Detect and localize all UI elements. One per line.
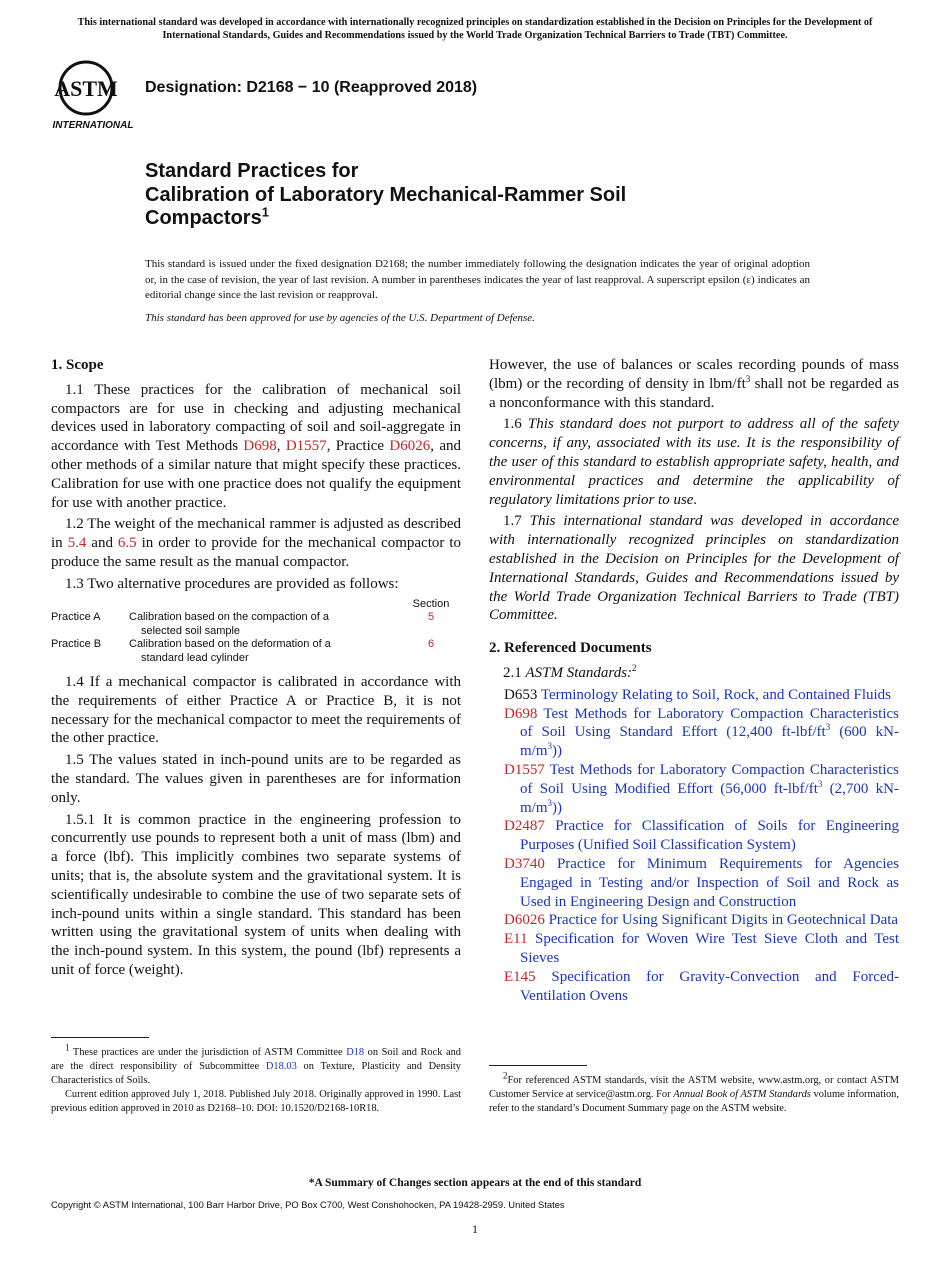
dod-approval-note: This standard has been approved for use by agencies of the U.S. Department of Defense. [145,312,535,324]
link-d698-title[interactable]: Test Methods for Laboratory Compaction Characteristics of Soil Using Standard Effort (12,400 $ft-lbf/ft^3$ (600 $kN-m/m^3$)) [520,705,899,760]
reference-e11 [489,930,899,968]
edition-note: Current edition approved July 1, 2018. Published July 2018. Originally approved in 1990. Last previous edition approved in 2010 as D2168–10. DOI: 10.1520/D2168-10R18. [51,1089,461,1114]
link-d1557-title[interactable]: Test Methods for Laboratory Compaction Characteristics of Soil Using Modified Effort (56,000 $ft-lbf/ft^3$ (2,700 $kN-m/m^3$)) [520,761,899,816]
scope-heading: 1. Scope [51,357,104,373]
para-1-4: 1.4 If a mechanical compactor is calibrated in accordance with the requirements of either Practice A or Practice B, it is not necessary for the mechanical compactor to meet the requirements of the other practice. [51,674,461,747]
footnote-divider [51,1037,149,1038]
link-e145-ref[interactable]: E145 [504,968,536,985]
para-1-5-1-continued: However, the use of balances or scales recording pounds of mass (lbm) or the recording of density in lbm/$ft^3$ shall not be regarded as a nonconformance with this standard. [489,357,899,411]
designation-note: This standard is issued under the fixed designation D2168; the number immediately following the designation indicates the year of original adoption or, in the case of revision, the year of last revision. A number in parentheses indicates the year of last reapproval. A superscript epsilon (ε) indicates an editorial change since the last revision or reapproval. [145,258,810,301]
footnote-1: $^1$ These practices are under the jurisdiction of ASTM Committee D18 on Soil and Rock and are the direct responsibility of Subcommittee D18.03 on Texture, Plasticity and Density Characteristics of Soils. Current edition approved July 1, 2018. Published July 2018. Originally approved in 1990. Last previous edition approved in 2010 as D2168–10. DOI: 10.1520/D2168-10R18. [51,1042,461,1114]
link-d1557[interactable]: D1557 [285,438,327,455]
link-committee-d18[interactable]: D18 [346,1047,365,1058]
table-header-section: Section [412,597,450,610]
para-1-5-1: 1.5.1 It is common practice in the engineering profession to concurrently use pounds to represent both a unit of mass (lbm) and a force (lbf). This implicitly combines two separate systems of units; that is, the absolute system and the gravitational system. It is scientifically undesirable to combine the use of two separate sets of inch-pound units within a single standard. This standard has been written using the gravitational system of units when dealing with the inch-pound system. In this system, the pound (lbf) represents a unit of force (weight). [51,811,461,979]
link-d6026-ref[interactable]: D6026 [504,912,545,929]
designation: Designation: D2168 − 10 (Reapproved 2018) [145,79,478,96]
link-section-6[interactable]: 6 [427,638,435,651]
para-1-7: 1.7 This international standard was developed in accordance with internationally recognized principles on standardization established in the Decision on Principles for the Development of International Standards, Guides and Recommendations issued by the World Trade Organization Technical Barriers to Trade (TBT) Committee. [489,513,900,624]
para-1-3: 1.3 Two alternative procedures are provided as follows: [65,575,399,592]
practice-table [51,598,461,666]
page-number: 1 [472,1222,478,1236]
title-line-3: Compactors [145,207,262,229]
reference-d6026 [489,911,899,930]
link-section-5[interactable]: 5 [427,611,435,624]
reference-d653: D653 Terminology Relating to Soil, Rock, and Contained Fluids [504,686,892,703]
copyright: Copyright © ASTM International, 100 Barr Harbor Drive, PO Box C700, West Conshohocken, PA 19428-2959. United States [51,1199,565,1210]
svg-text:ASTM: ASTM [54,76,118,101]
para-1-6: 1.6 This standard does not purport to address all of the safety concerns, if any, associated with its use. It is the responsibility of the user of this standard to establish appropriate safety, health, and environmental practices and determine the applicability of regulatory limitations prior to use. [489,416,900,508]
right-column [489,356,899,1005]
link-section-6-5[interactable]: 6.5 [117,535,137,552]
table-row: Practice B Calibration based on the deformation of a standard lead cylinder 6 [51,638,461,665]
reference-d698 [489,705,899,761]
title-line-1: Standard Practices for [145,160,359,182]
table-row: Practice A Calibration based on the compaction of a selected soil sample 5 [51,611,461,638]
link-d6026-title[interactable]: Practice for Using Significant Digits in Geotechnical Data [548,912,899,929]
svg-text:INTERNATIONAL: INTERNATIONAL [52,120,134,131]
link-e11-title[interactable]: Specification for Woven Wire Test Sieve Cloth and Test Sieves [520,931,899,966]
link-section-5-4[interactable]: 5.4 [67,535,87,552]
link-d6026[interactable]: D6026 [389,438,431,455]
link-d3740-title[interactable]: Practice for Minimum Requirements for Agencies Engaged in Testing and/or Inspection of Soil and Rock as Used in Engineering Design and Construction [520,855,899,910]
para-1-2: 1.2 The weight of the mechanical rammer is adjusted as described in 5.4 and 6.5 in order to provide for the mechanical compactor to produce the same result as the manual compactor. [51,516,461,570]
link-d698[interactable]: D698 [243,438,277,455]
title-footnote-mark: 1 [261,204,269,220]
link-e11-ref[interactable]: E11 [504,931,528,948]
link-d2487-title[interactable]: Practice for Classification of Soils for Engineering Purposes (Unified Soil Classification System) [520,818,900,854]
reference-d1557 [489,761,899,817]
para-1-1: 1.1 These practices for the calibration of mechanical soil compactors are for use in checking and adjusting mechanical devices used in laboratory compacting of soil and soil-aggregate in accordance with Test Methods D698, D1557, Practice D6026, and other methods of a similar nature that might specify these practices. Calibration for use with one practice does not qualify the equipment for use with another practice. [51,381,461,511]
link-e145-title[interactable]: Specification for Gravity-Convection and Forced-Ventilation Ovens [520,968,900,1004]
para-1-5: 1.5 The values stated in inch-pound units are to be regarded as the standard. The values given in parentheses are for information only. [51,752,461,806]
reference-e145 [489,968,899,1006]
para-2-1: 2.1 ASTM Standards:$^2$ [503,662,637,681]
summary-of-changes-note: *A Summary of Changes section appears at the end of this standard [308,1177,642,1189]
footnote-2: $^2$For referenced ASTM standards, visit the ASTM website, www.astm.org, or contact ASTM Customer Service at service@astm.org. For Annual Book of ASTM Standards volume information, refer to the standard’s Document Summary page on the ASTM website. [489,1070,899,1114]
link-d1557-ref[interactable]: D1557 [504,761,545,778]
link-subcommittee-d18-03[interactable]: D18.03 [265,1061,297,1072]
reference-d2487 [489,817,899,855]
title-line-2: Calibration of Laboratory Mechanical-Rammer Soil [145,183,627,206]
footnote-divider [489,1065,587,1066]
document-title [145,160,865,231]
referenced-documents-heading: 2. Referenced Documents [489,640,652,657]
link-d653-title[interactable]: Terminology Relating to Soil, Rock, and Contained Fluids [540,686,892,703]
reference-d3740 [489,855,899,911]
astm-logo [52,58,134,132]
tbt-notice: This international standard was developed in accordance with internationally recognized principles on standardization established in the Decision on Principles for the Development of International Standards, Guides and Recommendations issued by the World Trade Organization Technical Barriers to Trade (TBT) Committee. [77,17,873,41]
link-d2487-ref[interactable]: D2487 [504,818,545,835]
link-d3740-ref[interactable]: D3740 [504,855,545,872]
link-d698-ref[interactable]: D698 [504,705,538,722]
left-column [51,356,461,983]
